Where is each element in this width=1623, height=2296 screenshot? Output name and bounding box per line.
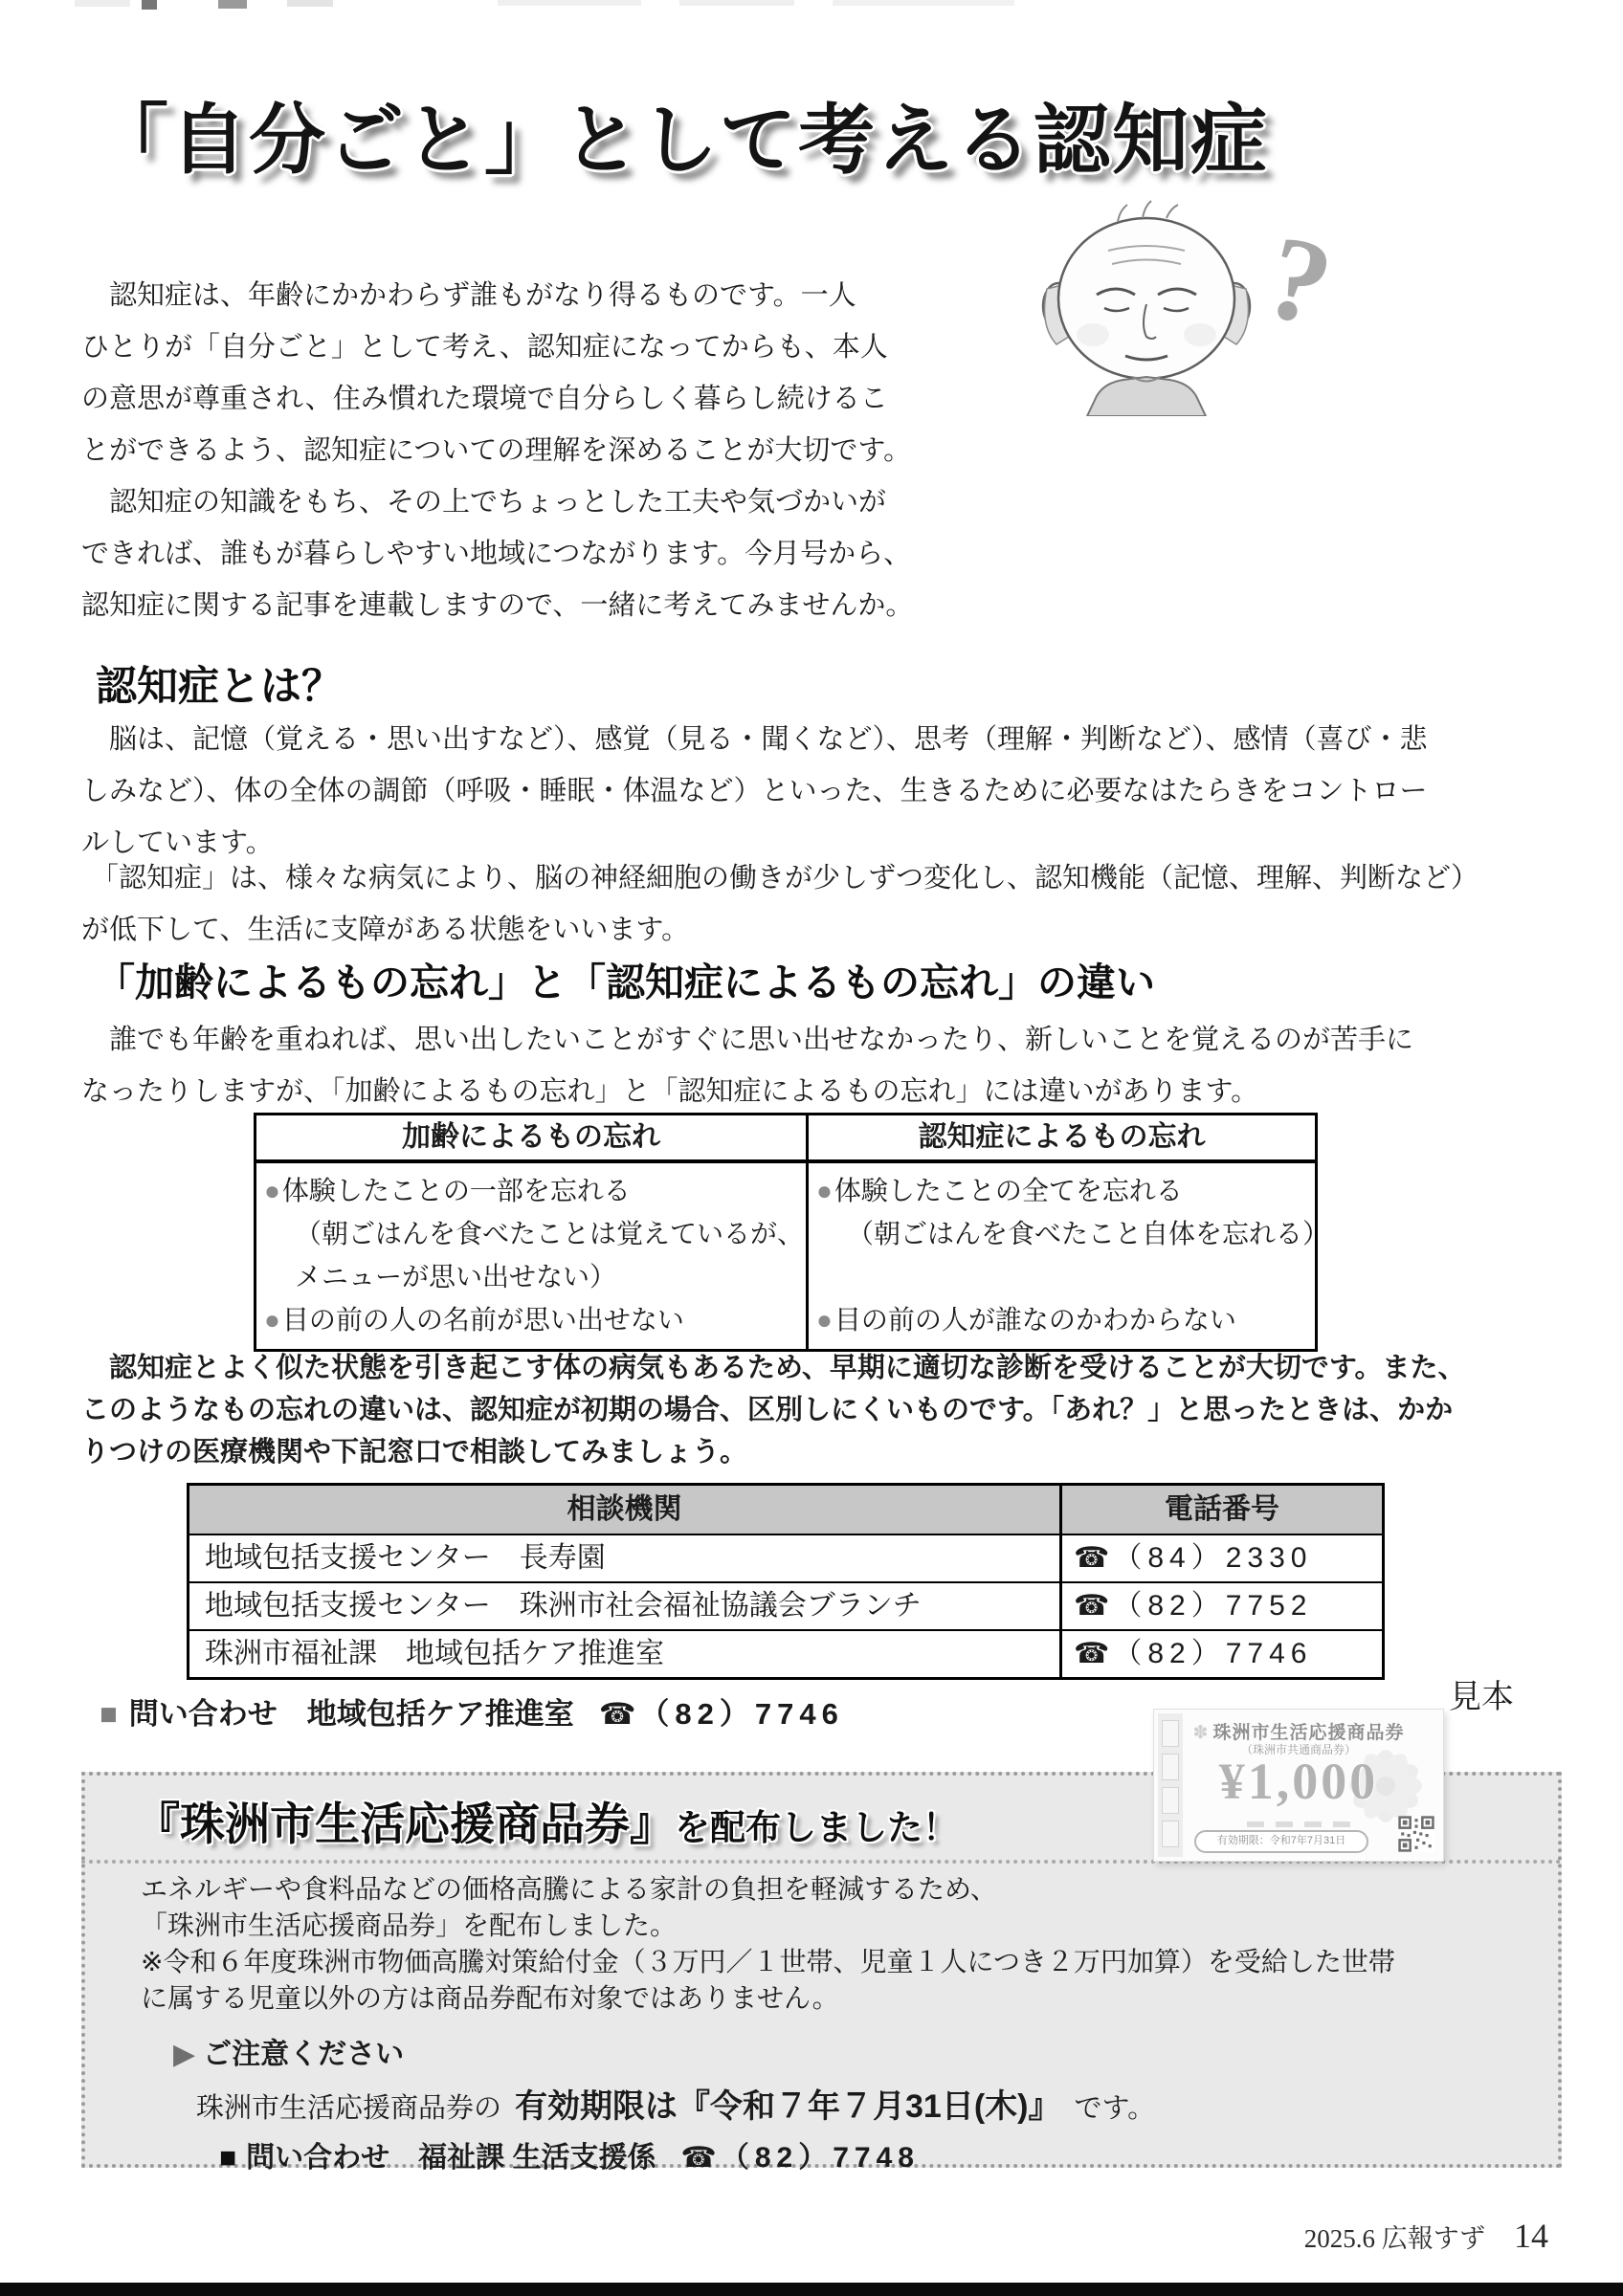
expiry-notice-line (196, 2080, 1155, 2127)
text-line: 「珠洲市生活応援商品券」を配布しました。 (141, 1910, 678, 1940)
crop-artifact (142, 0, 157, 10)
text-line: りつけの医療機関や下記窓口で相談してみましょう。 (81, 1437, 748, 1468)
list-item-text: 体験したことの一部を忘れる (281, 1176, 631, 1205)
text-line: エネルギーや食料品などの価格高騰による家計の負担を軽減するため、 (141, 1874, 997, 1904)
list-item-text: 目の前の人の名前が思い出せない (281, 1305, 684, 1335)
intro-line: できれば、誰もが暮らしやすい地域につながります。今月号から、 (81, 539, 912, 569)
what-is-paragraph-2 (81, 852, 1555, 956)
phone-value: （82）7748 (720, 2142, 920, 2174)
phone-icon: ☎ (1074, 1590, 1110, 1622)
list-item (816, 1298, 1329, 1341)
list-item (816, 1169, 1329, 1212)
table-row (189, 1629, 1382, 1677)
crop-artifact (287, 0, 333, 7)
text-line: ルしています。 (81, 828, 274, 858)
list-item-note: メニューが思い出せない） (295, 1262, 617, 1292)
phone-value: （82）7746 (639, 1697, 844, 1731)
text-line: 誰でも年齢を重ねれば、思い出したいことがすぐに思い出せなかったり、新しいことを覚えるのが苦手に (109, 1025, 1414, 1055)
elderly-man-illustration (1012, 189, 1338, 416)
column-header: 電話番号 (1165, 1493, 1279, 1525)
advice-paragraph (81, 1347, 1555, 1473)
list-item-text: 体験したことの全てを忘れる (834, 1176, 1183, 1205)
consultation-contacts-table (187, 1483, 1385, 1680)
phone-number (1062, 1583, 1382, 1629)
phone-value: （82）7746 (1113, 1638, 1313, 1669)
coupon-name-text: 珠洲市生活応援商品券 (1212, 1723, 1405, 1743)
section-heading-forgetfulness-difference: 「加齢によるもの忘れ」と「認知症によるもの忘れ」の違い (96, 960, 1155, 1004)
caution-heading-text: ご注意ください (203, 2039, 405, 2070)
coupon-expiry-pill: 有効期限：令和7年7月31日 (1194, 1830, 1368, 1853)
intro-line: の意思が尊重され、住み慣れた環境で自分らしく暮らし続けるこ (81, 384, 888, 414)
phone-icon: ☎ (1074, 1638, 1110, 1669)
intro-paragraph (81, 270, 923, 631)
intro-line: 認知症に関する記事を連載しますので、一緒に考えてみませんか。 (81, 590, 914, 621)
section-heading-what-is-dementia: 認知症とは？ (96, 664, 343, 710)
text-line: ※令和６年度珠洲市物価高騰対策給付金（３万円／１世帯、児童１人につき２万円加算）を受給した世帯 (141, 1947, 1395, 1976)
phone-number (1062, 1631, 1382, 1677)
column-header: 相談機関 (189, 1486, 1062, 1534)
expiry-prefix: 珠洲市生活応援商品券の (196, 2093, 502, 2124)
footer-issue: 2025.6 広報すず (1303, 2224, 1485, 2253)
list-item-note: （朝ごはんを食べたこと自体を忘れる） (847, 1219, 1330, 1248)
table-cell-aging (256, 1163, 809, 1349)
triangle-bullet-icon: ▶ (173, 2039, 196, 2070)
text-line: 「認知症」は、様々な病気により、脳の神経細胞の働きが少しずつ変化し、認知機能（記憶、理解、判断など） (91, 863, 1479, 894)
inquiry-label: 問い合わせ 福祉課 生活支援係 (246, 2142, 656, 2174)
qr-code (1398, 1816, 1434, 1852)
intro-line: 認知症の知識をもち、その上でちょっとした工夫や気づかいが (109, 487, 887, 518)
crop-artifact (498, 0, 641, 6)
table-header-row (256, 1115, 1315, 1163)
inquiry-line-care-office (100, 1689, 844, 1733)
table-body-row (256, 1163, 1330, 1349)
phone-number (1062, 1535, 1382, 1581)
coupon-box-body (141, 1871, 1395, 2017)
table-row (189, 1581, 1382, 1629)
table-row (189, 1534, 1382, 1581)
list-item-text: 目の前の人が誰なのかわからない (834, 1305, 1236, 1335)
bullet-icon: ● (264, 1176, 280, 1205)
bullet-icon: ● (816, 1305, 833, 1335)
text-line: が低下して、生活に支障がある状態をいいます。 (81, 915, 690, 945)
square-bullet-icon: ■ (100, 1697, 118, 1731)
page-footer (1304, 2216, 1548, 2256)
square-bullet-icon: ■ (219, 2142, 237, 2174)
page-title: 「自分ごと」として考える認知症 (92, 99, 1269, 184)
phone-icon: ☎ (680, 2142, 717, 2174)
list-item (264, 1169, 800, 1212)
list-item-note: （朝ごはんを食べたことは覚えているが、 (295, 1219, 805, 1248)
coupon-subname: （珠洲市共通商品券） (1240, 1743, 1356, 1756)
intro-line: ひとりが「自分ごと」として考え、認知症になってからも、本人 (81, 332, 888, 363)
intro-line: とができるよう、認知症についての理解を深めることが大切です。 (81, 435, 912, 466)
expiry-suffix: です。 (1074, 2093, 1156, 2124)
organization-name: 地域包括支援センター 長寿園 (189, 1535, 1062, 1581)
crop-artifact (75, 0, 130, 7)
phone-icon: ☎ (598, 1697, 636, 1731)
list-item (264, 1298, 800, 1341)
flower-mark-icon: ✽ (1192, 1723, 1210, 1743)
column-header: 加齢によるもの忘れ (256, 1115, 809, 1159)
bullet-icon: ● (816, 1176, 833, 1205)
crop-artifact (218, 0, 247, 9)
coupon-box-title-suffix: を配布しました！ (675, 1808, 958, 1847)
crop-artifact (679, 0, 794, 6)
expiry-emphasis: 有効期限は『令和７年７月31日(木)』 (515, 2088, 1061, 2125)
phone-value: （84）2330 (1113, 1542, 1313, 1574)
phone-icon: ☎ (1074, 1542, 1110, 1574)
caution-heading (173, 2030, 404, 2072)
what-is-paragraph-1 (81, 714, 1555, 869)
column-header: 認知症によるもの忘れ (918, 1121, 1206, 1153)
forgetfulness-comparison-table (254, 1113, 1330, 1352)
organization-name: 地域包括支援センター 珠洲市社会福祉協議会ブランチ (189, 1583, 1062, 1629)
footer-page-number: 14 (1514, 2217, 1548, 2255)
organization-name: 珠洲市福祉課 地域包括ケア推進室 (189, 1631, 1062, 1677)
elderly-man-drawing (1012, 189, 1338, 416)
coupon-amount: ¥1,000 (1218, 1753, 1379, 1810)
text-line: に属する児童以外の方は商品券配布対象ではありません。 (141, 1983, 839, 2013)
difference-paragraph (81, 1014, 1555, 1117)
coupon-box-title-main: 『珠洲市生活応援商品券』 (135, 1799, 675, 1849)
coupon-box-title (135, 1789, 958, 1853)
table-header-row (189, 1486, 1382, 1534)
text-line: 認知症とよく似た状態を引き起こす体の病気もあるため、早期に適切な診断を受けることが大切です。また、 (109, 1353, 1466, 1383)
question-mark-icon: ? (1254, 210, 1338, 353)
crop-artifact (833, 0, 1014, 6)
inquiry-label: 問い合わせ 地域包括ケア推進室 (128, 1697, 574, 1731)
text-line: このようなもの忘れの違いは、認知症が初期の場合、区別しにくいものです。「あれ？」と思ったときは、かか (81, 1395, 1454, 1425)
text-line: 脳は、記憶（覚える・思い出すなど）、感覚（見る・聞くなど）、思考（理解・判断など）、感情（喜び・悲 (109, 724, 1428, 755)
coupon-name (1154, 1718, 1443, 1744)
text-line: しみなど）、体の全体の調節（呼吸・睡眠・体温など）といった、生きるために必要なはたらきをコントロー (81, 776, 1428, 806)
bullet-icon: ● (264, 1305, 280, 1335)
bottom-black-bar (0, 2283, 1623, 2296)
phone-value: （82）7752 (1113, 1590, 1313, 1622)
intro-line: 認知症は、年齢にかかわらず誰もがなり得るものです。一人 (109, 280, 856, 311)
inquiry-line-welfare-section (219, 2133, 920, 2175)
sample-label: 見本 (1449, 1679, 1514, 1715)
table-cell-dementia (809, 1163, 1335, 1349)
text-line: なったりしますが、「加齢によるもの忘れ」と「認知症によるもの忘れ」には違いがあります。 (81, 1076, 1259, 1107)
coupon-sample-image (1153, 1709, 1444, 1862)
